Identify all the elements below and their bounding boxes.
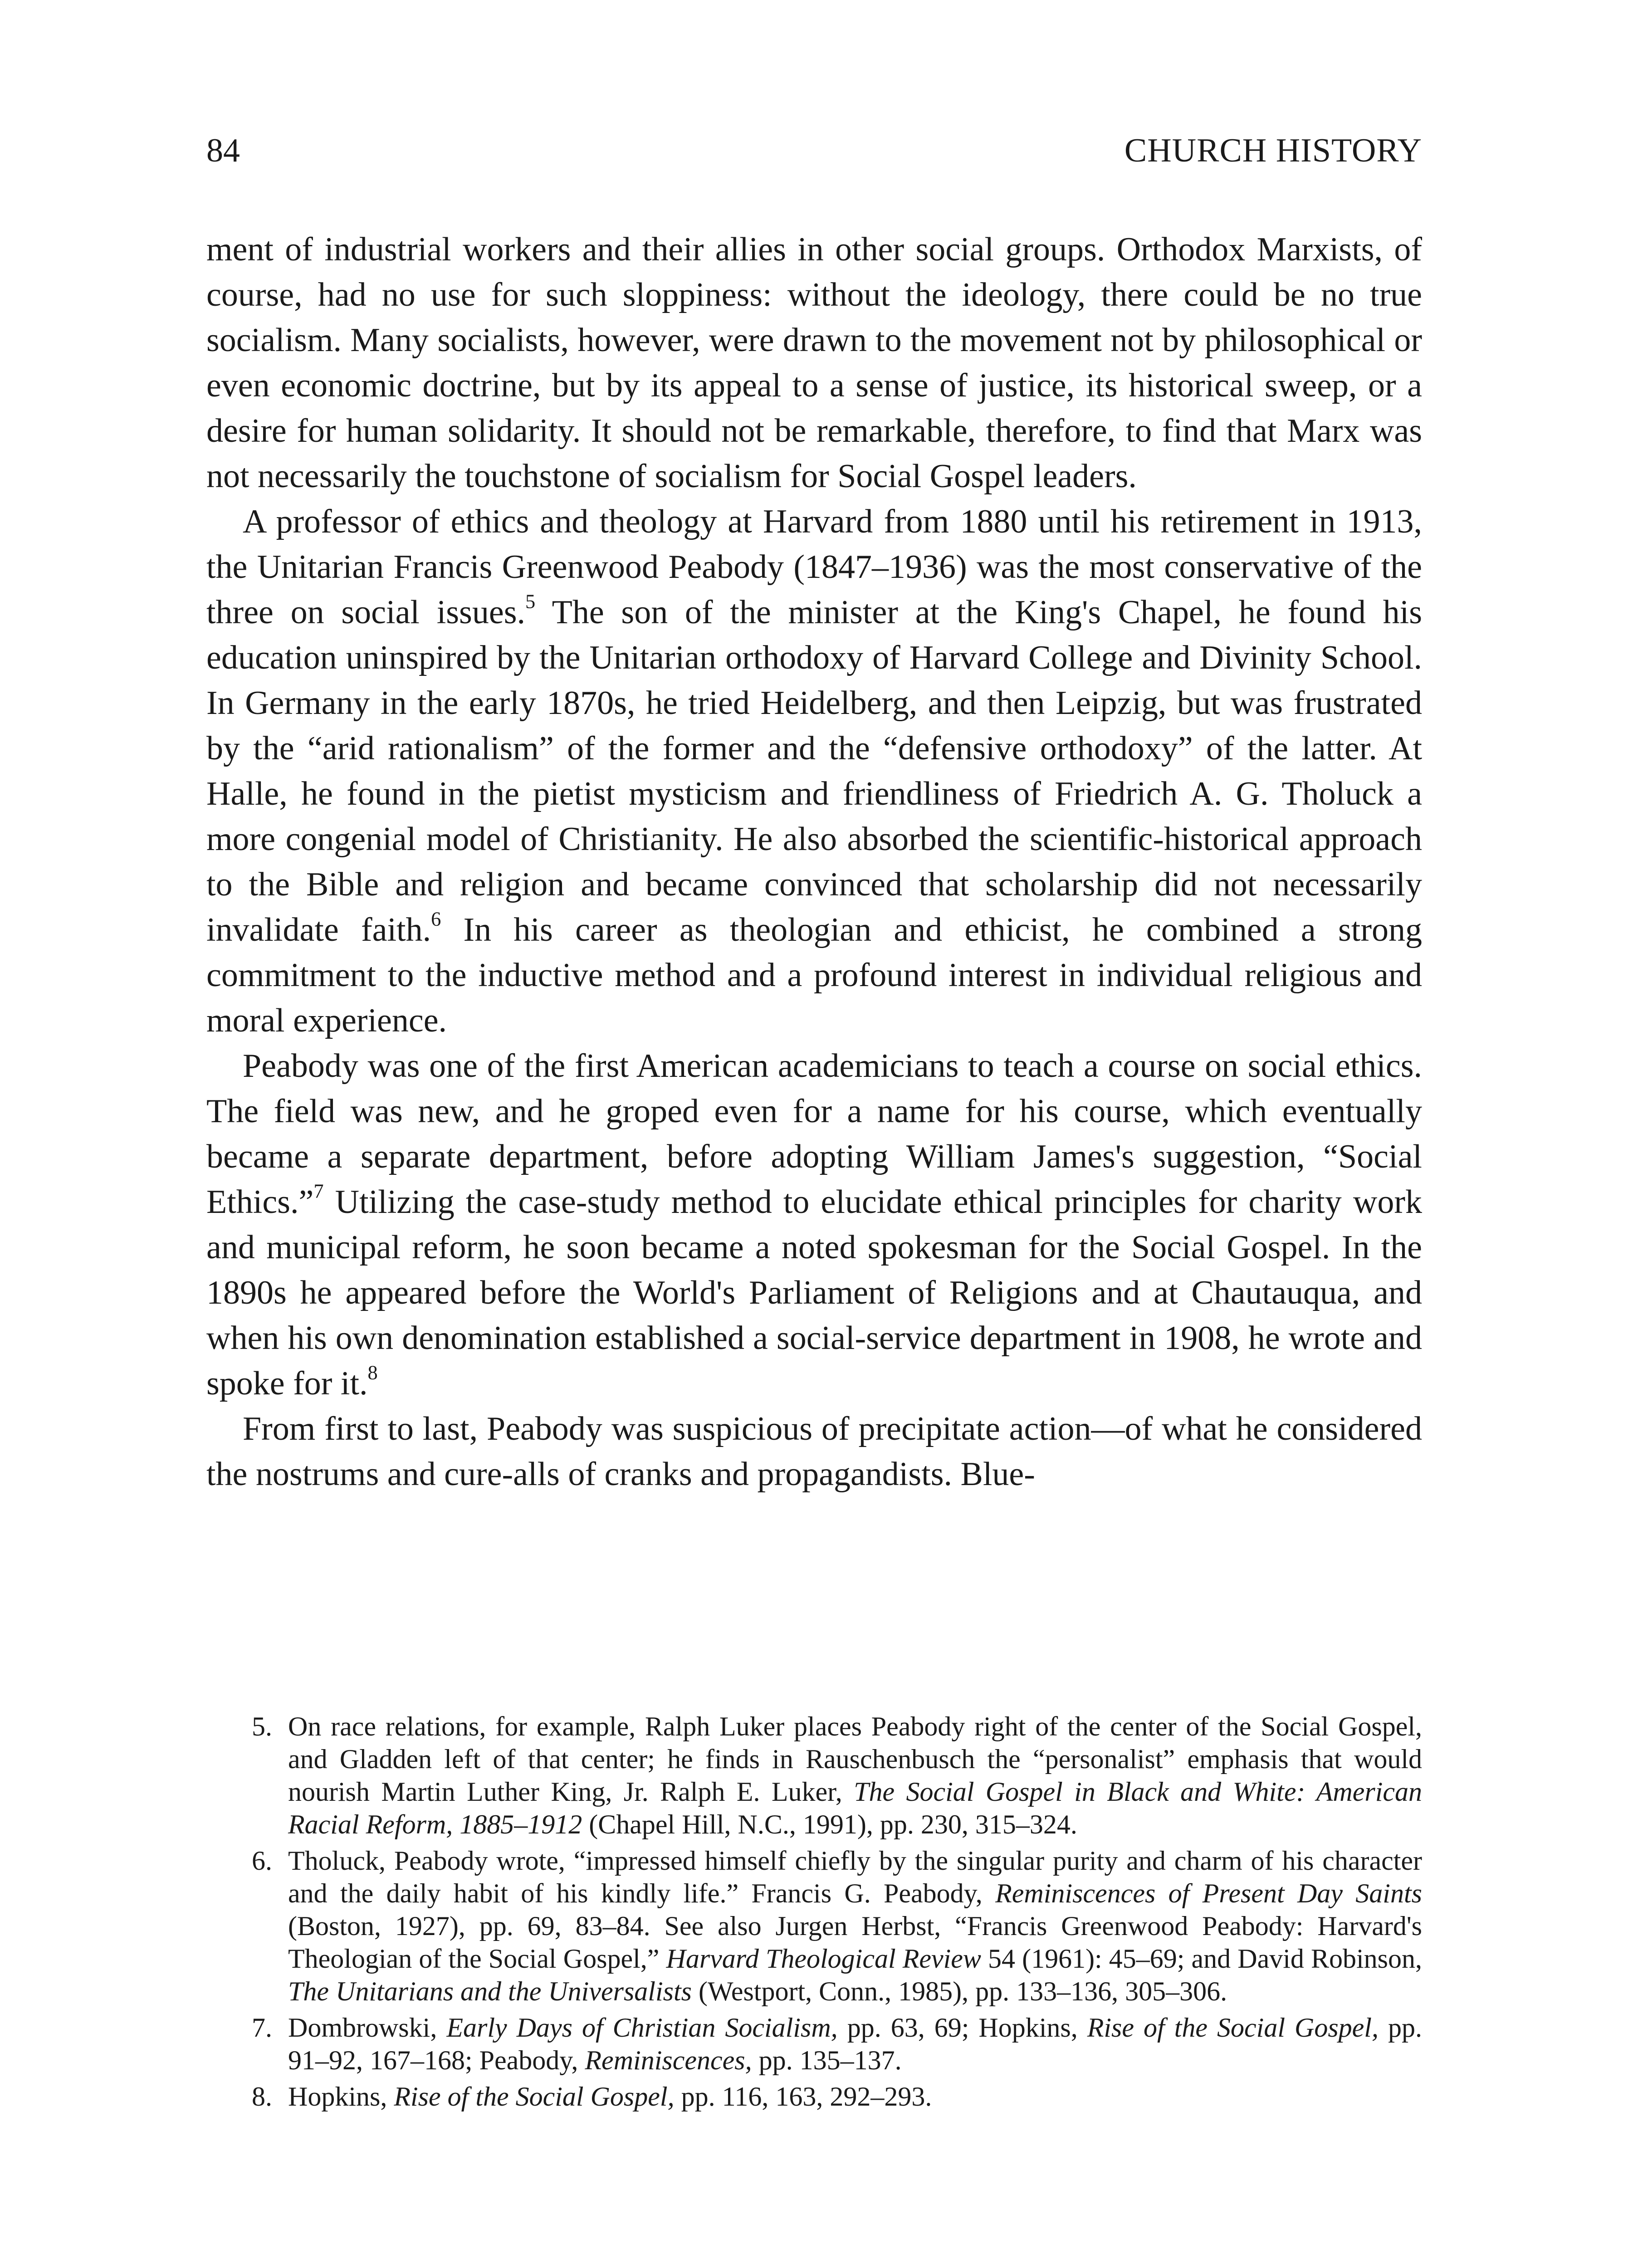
- paragraph-3-text-a: Peabody was one of the first American academicians to teach a course on social ethics. The field was new, and he groped even for a name for his course, which eventually became a separate department, before adopting William James's suggestion, “Social Ethics.”: [206, 1047, 1422, 1221]
- footnote-ref-8[interactable]: 8: [367, 1361, 378, 1384]
- paragraph-1: [206, 227, 1422, 499]
- paragraph-1-text: ment of industrial workers and their allies in other social groups. Orthodox Marxists, of course, had no use for such sloppiness: without the ideology, there could be no true socialism. Many socialists, however, were drawn to the movement not by philosophical or even economic doctrine, but by its appeal to a sense of justice, its historical sweep, or a desire for human solidarity. It should not be remarkable, therefore, to find that Marx was not necessarily the touchstone of socialism for Social Gospel leaders.: [206, 231, 1422, 495]
- footnote-italic-title: Early Days of Christian Socialism,: [446, 2013, 838, 2043]
- paragraph-4: [206, 1406, 1422, 1497]
- footnote-7: [252, 2011, 1422, 2077]
- running-head: CHURCH HISTORY: [1124, 132, 1422, 169]
- footnote-italic-title: Reminiscences,: [585, 2045, 752, 2075]
- paragraph-4-text: From first to last, Peabody was suspicious of precipitate action—of what he considered the nostrums and cure-alls of cranks and propagandists. Blue-: [206, 1410, 1422, 1493]
- footnote-number: 8.: [252, 2082, 272, 2112]
- footnote-ref-5[interactable]: 5: [525, 590, 536, 613]
- page-number: 84: [206, 132, 240, 169]
- footnote-number: 7.: [252, 2013, 272, 2043]
- page-header: [206, 132, 1422, 181]
- footnote-text: (Westport, Conn., 1985), pp. 133–136, 305–306.: [692, 1976, 1227, 2006]
- footnote-italic-title: Rise of the Social Gospel,: [1087, 2013, 1379, 2043]
- footnotes: [252, 1710, 1422, 2116]
- paragraph-2: [206, 499, 1422, 1043]
- footnote-text: Hopkins,: [288, 2082, 394, 2112]
- footnote-text: pp. 63, 69; Hopkins,: [837, 2013, 1087, 2043]
- footnote-text: pp. 135–137.: [752, 2045, 902, 2075]
- paragraph-3-text-b: Utilizing the case-study method to elucidate ethical principles for charity work and municipal reform, he soon became a noted spokesman for the Social Gospel. In the 1890s he appeared before the World's Parliament of Religions and at Chautauqua, and when his own denomination established a social-service department in 1908, he wrote and spoke for it.: [206, 1183, 1422, 1402]
- footnote-italic-title: The Social Gospel in Black and White: American Racial Reform, 1885–1912: [288, 1777, 1423, 1839]
- footnote-5: [252, 1710, 1422, 1841]
- footnote-8: [252, 2080, 1422, 2113]
- footnote-text: Dombrowski,: [288, 2013, 447, 2043]
- footnote-italic-title: Rise of the Social Gospel,: [394, 2082, 675, 2112]
- footnote-text: (Boston, 1927), pp. 69, 83–84. See also Jurgen Herbst, “Francis Greenwood Peabody: Harvard's Theologian of the Social Gospel,”: [288, 1911, 1422, 1974]
- paragraph-2-text-c: In his career as theologian and ethicist, he combined a strong commitment to the inductive method and a profound interest in individual religious and moral experience.: [206, 911, 1422, 1039]
- body-text: [206, 227, 1422, 1497]
- paragraph-2-text-a: A professor of ethics and theology at Harvard from 1880 until his retirement in 1913, the Unitarian Francis Greenwood Peabody (1847–1936) was the most conservative of the three on social issues.: [206, 503, 1422, 631]
- footnote-6: [252, 1844, 1422, 2008]
- footnote-ref-7[interactable]: 7: [313, 1179, 324, 1202]
- footnote-text: (Chapel Hill, N.C., 1991), pp. 230, 315–324.: [582, 1809, 1077, 1839]
- footnote-ref-6[interactable]: 6: [431, 907, 441, 930]
- footnote-italic-title: Harvard Theological Review: [666, 1944, 981, 1974]
- footnote-text: pp. 91–92, 167–168; Peabody,: [288, 2013, 1422, 2075]
- footnote-number: 6.: [252, 1846, 272, 1876]
- footnote-text: pp. 116, 163, 292–293.: [674, 2082, 932, 2112]
- footnote-text: On race relations, for example, Ralph Luker places Peabody right of the center of the Social Gospel, and Gladden left of that center; he finds in Rauschenbusch the “personalist” emphasis that would nourish Martin Luther King, Jr. Ralph E. Luker,: [288, 1711, 1422, 1807]
- footnote-number: 5.: [252, 1711, 272, 1741]
- paragraph-2-text-b: The son of the minister at the King's Chapel, he found his education uninspired by the Unitarian orthodoxy of Harvard College and Divinity School. In Germany in the early 1870s, he tried Heidelberg, and then Leipzig, but was frustrated by the “arid rationalism” of the former and the “defensive orthodoxy” of the latter. At Halle, he found in the pietist mysticism and friendliness of Friedrich A. G. Tholuck a more congenial model of Christianity. He also absorbed the scientific-historical approach to the Bible and religion and became convinced that scholarship did not necessarily invalidate faith.: [206, 594, 1423, 948]
- footnote-text: Tholuck, Peabody wrote, “impressed himself chiefly by the singular purity and charm of his character and the daily habit of his kindly life.” Francis G. Peabody,: [288, 1846, 1422, 1908]
- paragraph-3: [206, 1043, 1422, 1406]
- footnote-text: 54 (1961): 45–69; and David Robinson,: [981, 1944, 1422, 1974]
- footnote-italic-title: The Unitarians and the Universalists: [288, 1976, 692, 2006]
- footnote-italic-title: Reminiscences of Present Day Saints: [995, 1878, 1422, 1908]
